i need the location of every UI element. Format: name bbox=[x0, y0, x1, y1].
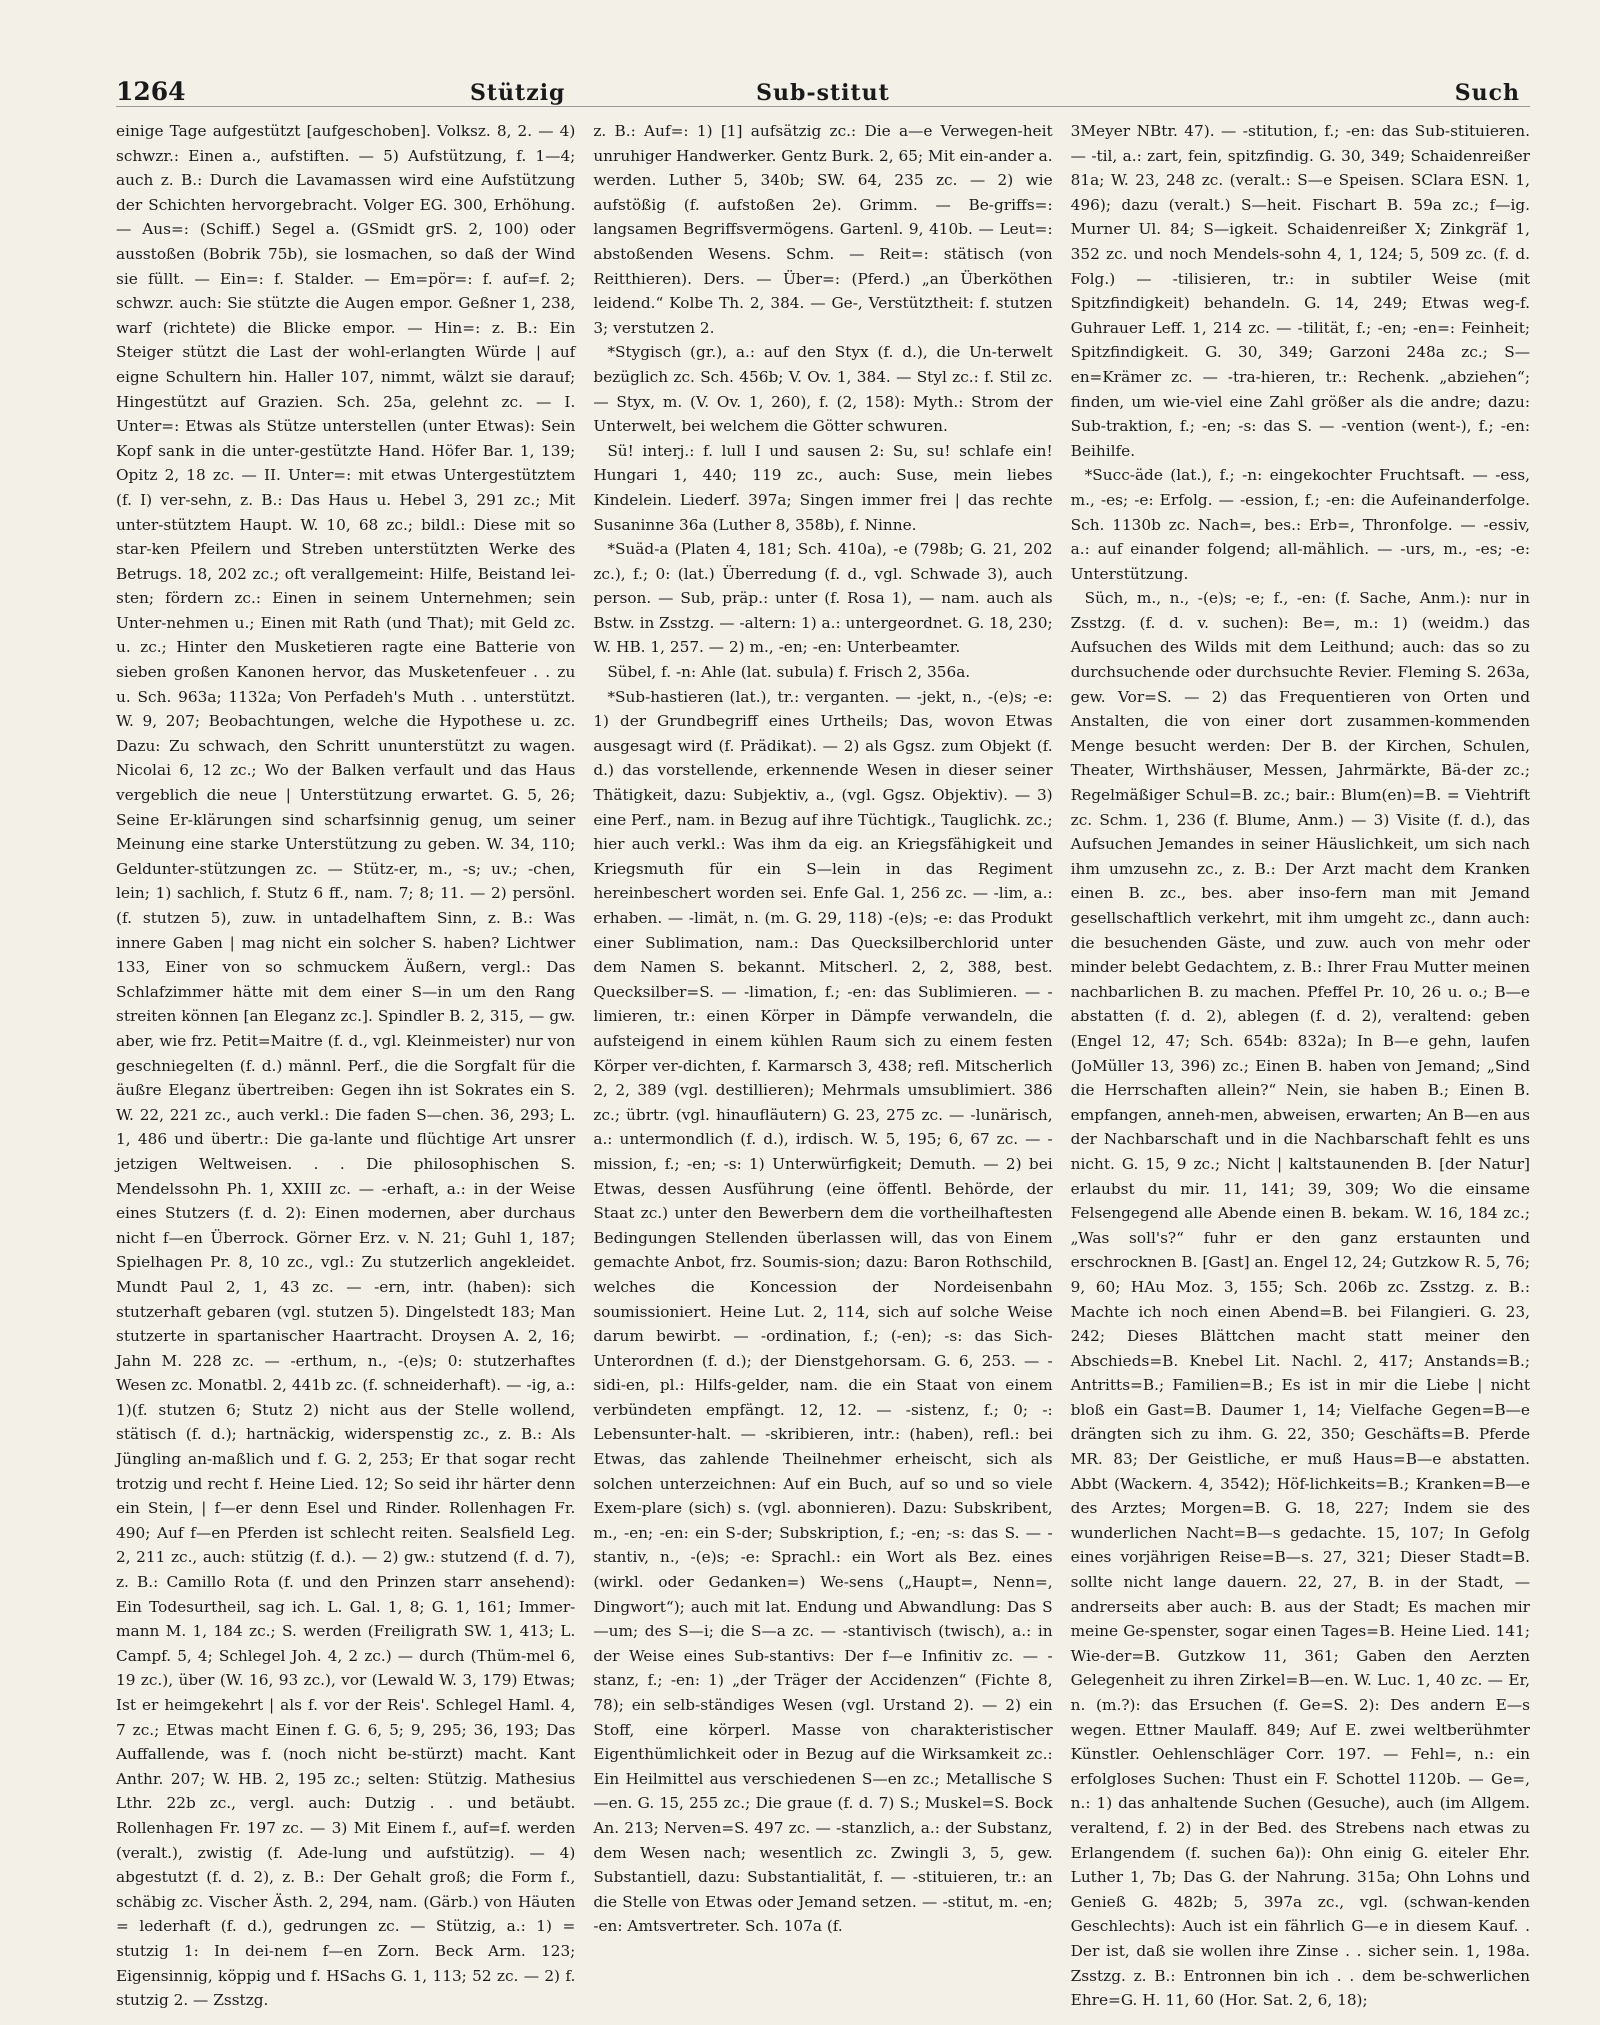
page-number: 1264 bbox=[116, 77, 186, 106]
running-head-center: Sub-stitut bbox=[756, 80, 890, 106]
entry-paragraph: *Sub-hastieren (lat.), tr.: verganten. — -jekt, n., -(e)s; -e: 1) der Grundbegriff eines Urtheils; Das, wovon Etwas ausgesagt wird (f. Prädikat). — 2) als Ggsz. zum Objekt (f. d.) das vorstellende, erkennende Wesen in dieser seiner Thätigkeit, dazu: Subjektiv, a., (vgl. Ggsz. Objektiv). — 3) eine Perf., nam. in Bezug auf ihre Tüchtigk., Tauglichk. zc.; hier auch verkl.: Was ihm da eig. an Kriegsfähigkeit und Kriegsmuth für ein S—lein in das Regiment hereinbeschert worden sei. Enfe Gal. 1, 256 zc. — -lim, a.: erhaben. — -limät, n. (m. G. 29, 118) -(e)s; -e: das Produkt einer Sublimation, nam.: Das Quecksilberchlorid unter dem Namen S. bekannt. Mitscherl. 2, 2, 388, best. Quecksilber=S. — -limation, f.; -en: das Sublimieren. — -limieren, tr.: einen Körper in Dämpfe verwandeln, die aufsteigend in einem kühlen Raum sich zu einem festen Körper ver-dichten, f. Karmarsch 3, 438; refl. Mitscherlich 2, 2, 389 (vgl. destillieren); Mehrmals umsublimiert. 386 zc.; übrtr. (vgl. hinaufläutern) G. 23, 275 zc. — -lunärisch, a.: untermondlich (f. d.), irdisch. W. 5, 195; 6, 67 zc. — -mission, f.; -en; -s: 1) Unterwürfigkeit; Demuth. — 2) bei Etwas, dessen Ausführung (eine öffentl. Behörde, der Staat zc.) unter den Bewerbern dem die vortheilhaftesten Bedingungen Stellenden überlassen will, das von Einem gemachte Anbot, frz. Soumis-sion; dazu: Baron Rothschild, welches die Koncession der Nordeisenbahn soumissioniert. Heine Lut. 2, 114, sich auf solche Weise darum bewirbt. — -ordination, f.; (-en); -s: das Sich-Unterordnen (f. d.); der Dienstgehorsam. G. 6, 253. — -sidi-en, pl.: Hilfs-gelder, nam. die ein Staat von einem verbündeten empfängt. 12, 12. — -sistenz, f.; 0; -: Lebensunter-halt. — -skribieren, intr.: (haben), refl.: bei Etwas, das zahlende Theilnehmer erheischt, sich als solchen unterzeichnen: Auf ein Buch, auf so und so viele Exem-plare (sich) s. (vgl. abonnieren). Dazu: Subskribent, m., -en; -en: ein S-der; Subskription, f.; -en; -s: das S. — -stantiv, n., -(e)s; -e: Sprachl.: ein Wort als Bez. eines (wirkl. oder Gedanken=) We-sens („Haupt=, Nenn=, Dingwort“); auch mit lat. Endung und Abwandlung: Das S—um; des S—i; die S—a zc. — -stantivisch (twisch), a.: in der Weise eines Sub-stantivs: Der f—e Infinitiv zc. — -stanz, f.; -en: 1) „der Träger der Accidenzen“ (Fichte 8, 78); ein selb-ständiges Wesen (vgl. Urstand 2). — 2) ein Stoff, eine körperl. Masse von charakteristischer Eigenthümlichkeit oder in Bezug auf die Wirksamkeit zc.: Ein Heilmittel aus verschiedenen S—en zc.; Metallische S—en. G. 15, 255 zc.; Die graue (f. d. 7) S.; Muskel=S. Bock An. 213; Nerven=S. 497 zc. — -stanzlich, a.: der Substanz, dem Wesen nach; wesentlich zc. Zwingli 3, 5, gew. Substantiell, dazu: Substantialität, f. — -stituieren, tr.: an die Stelle von Etwas oder Jemand setzen. — -stitut, m. -en; -en: Amtsvertreter. Sch. 107a (f. bbox=[593, 687, 1053, 1936]
entry-paragraph: *Stygisch (gr.), a.: auf den Styx (f. d.), die Un-terwelt bezüglich zc. Sch. 456b; V. Ov. 1, 384. — Styl zc.: f. Stil zc. — Styx, m. (V. Ov. 1, 260), f. (2, 158): Myth.: Strom der Unterwelt, bei welchem die Götter schwuren. bbox=[593, 343, 1053, 436]
running-head-right: Such bbox=[1454, 80, 1520, 106]
entry-paragraph: einige Tage aufgestützt [aufgeschoben]. Volksz. 8, 2. — 4) schwzr.: Einen a., aufstiften. — 5) Aufstützung, f. 1—4; auch z. B.: Durch die Lavamassen wird eine Aufstützung der Schichten hervorgebracht. Volger EG. 300, Erhöhung. — Aus=: (Schiff.) Segel a. (GSmidt grS. 2, 100) oder ausstoßen (Bobrik 75b), sie losmachen, so daß der Wind sie füllt. — Ein=: f. Stalder. — Em=pör=: f. auf=f. 2; schwzr. auch: Sie stützte die Augen empor. Geßner 1, 238, warf (richtete) die Blicke empor. — Hin=: z. B.: Ein Steiger stützt die Last der wohl-erlangten Würde | auf eigne Schultern hin. Haller 107, nimmt, wälzt sie darauf; Hingestützt auf Grazien. Sch. 25a, gelehnt zc. — I. Unter=: Etwas als Stütze unterstellen (unter Etwas): Sein Kopf sank in die unter-gestützte Hand. Höfer Bar. 1, 139; Opitz 2, 18 zc. — II. Unter=: mit etwas Untergestütztem (f. I) ver-sehn, z. B.: Das Haus u. Hebel 3, 291 zc.; Mit unter-stütztem Haupt. W. 10, 68 zc.; bildl.: Diese mit so star-ken Pfeilern und Streben unterstützten Werke des Betrugs. 18, 202 zc.; oft verallgemeint: Hilfe, Beistand lei-sten; fördern zc.: Einen in seinem Unternehmen; sein Unter-nehmen u.; Einen mit Rath (und That); mit Geld zc. u. zc.; Hinter den Musketieren ragte eine Batterie von sieben großen Kanonen hervor, das Musketenfeuer . . zu u. Sch. 963a; 1132a; Von Perfadeh's Muth . . unterstützt. W. 9, 207; Beobachtungen, welche die Hypothese u. zc. Dazu: Zu schwach, den Schritt ununterstützt zu wagen. Nicolai 6, 12 zc.; Wo der Balken verfault und das Haus vergeblich die neue | Unterstützung erwartet. G. 5, 26; Seine Er-klärungen sind scharfsinnig genug, um seiner Meinung eine starke Unterstützung zu geben. W. 34, 110; Geldunter-stützungen zc. — Stütz-er, m., -s; uv.; -chen, lein; 1) sachlich, f. Stutz 6 ff., nam. 7; 8; 11. — 2) persönl. (f. stutzen 5), zuw. in untadelhaftem Sinn, z. B.: Was innere Gaben | mag nicht ein solcher S. haben? Lichtwer 133, Einer von so schmuckem Äußern, vergl.: Das Schlafzimmer hätte mit dem einer S—in um den Rang streiten können [an Eleganz zc.]. Spindler B. 2, 315, — gw. aber, wie frz. Petit=Maitre (f. d., vgl. Kleinmeister) nur von geschniegelten (f. d.) männl. Perf., die die Sorgfalt für die äußre Eleganz übertreiben: Gegen ihn ist Sokrates ein S. W. 22, 221 zc., auch verkl.: Die faden S—chen. 36, 293; L. 1, 486 und übertr.: Die ga-lante und flüchtige Art unsrer jetzigen Weltweisen. . . Die philosophischen S. Mendelssohn Ph. 1, XXIII zc. — -erhaft, a.: in der Weise eines Stutzers (f. d. 2): Einen modernen, aber durchaus nicht f—en Überrock. Görner Erz. v. N. 21; Guhl 1, 187; Spielhagen Pr. 8, 10 zc., vgl.: Zu stutzerlich angekleidet. Mundt Paul 2, 1, 43 zc. — -ern, intr. (haben): sich stutzerhaft gebaren (vgl. stutzen 5). Dingelstedt 183; Man stutzerte in spartanischer Haartracht. Droysen A. 2, 16; Jahn M. 228 zc. — -erthum, n., -(e)s; 0: stutzerhaftes Wesen zc. Monatbl. 2, 441b zc. (f. schneiderhaft). — -ig, a.: 1)(f. stutzen 6; Stutz 2) nicht aus der Stelle wollend, stätisch (f. d.); hartnäckig, widerspenstig zc., z. B.: Als Jüngling an-maßlich und f. G. 2, 253; Er that sogar recht trotzig und recht f. Heine Lied. 12; So seid ihr härter denn ein Stein, | f—er denn Esel und Rinder. Rollenhagen Fr. 490; Auf f—en Pferden ist schlecht reiten. Sealsfield Leg. 2, 211 zc., auch: stützig (f. d.). — 2) gw.: stutzend (f. d. 7), z. B.: Camillo Rota (f. und den Prinzen starr ansehend): Ein Todesurtheil, sag ich. L. Gal. 1, 8; G. 1, 161; Immer-mann M. 1, 184 zc.; S. werden (Freiligrath SW. 1, 413; L. Campf. 5, 4; Schlegel Joh. 4, 2 zc.) — durch (Thüm-mel 6, 19 zc.), über (W. 16, 93 zc.), vor (Lewald W. 3, 179) Etwas; Ist er heimgekehrt | als f. vor der Reis'. Schlegel Haml. 4, 7 zc.; Etwas macht Einen f. G. 6, 5; 9, 295; 36, 193; Das Auffallende, was f. (noch nicht be-stürzt) macht. Kant Anthr. 207; W. HB. 2, 195 zc.; selten: Stützig. Mathesius Lthr. 22b zc., vergl. auch: Dutzig . . und betäubt. Rollenhagen Fr. 197 zc. — 3) Mit Einem f., auf=f. werden (veralt.), zwistig (f. Ade-lung und aufstützig). — 4) abgestutzt (f. d. 2), z. B.: Der Gehalt groß; die Form f., schäbig zc. Vischer Ästh. 2, 294, nam. (Gärb.) von Häuten = lederhaft (f. d.), gedrungen zc. — Stützig, a.: 1) = stutzig 1: In dei-nem f—en Zorn. Beck Arm. 123; Eigensinnig, köppig und f. HSachs G. 1, 113; 52 zc. — 2) f. stutzig 2. — Zsstzg. bbox=[116, 122, 576, 2010]
text-columns bbox=[116, 119, 1530, 2010]
running-head-left-wrap bbox=[470, 66, 710, 106]
entry-paragraph: Süch, m., n., -(e)s; -e; f., -en: (f. Sache, Anm.): nur in Zsstzg. (f. d. v. suchen): Be=, m.: 1) (weidm.) das Aufsuchen des Wilds mit dem Leithund; auch: das so zu durchsuchende oder durchsuchte Revier. Fleming S. 263a, gew. Vor=S. — 2) das Frequentieren von Orten und Anstalten, die von einer dort zusammen-kommenden Menge besucht werden: Der B. der Kirchen, Schulen, Theater, Wirthshäuser, Messen, Jahrmärkte, Bä-der zc.; Regelmäßiger Schul=B. zc.; bair.: Blum(en)=B. = Viehtrift zc. Schm. 1, 236 (f. Blume, Anm.) — 3) Visite (f. d.), das Aufsuchen Jemandes in seiner Häuslichkeit, um sich nach ihm umzusehn zc., z. B.: Der Arzt macht dem Kranken einen B. zc., bes. aber inso-fern man mit Jemand gesellschaftlich verkehrt, mit ihm umgeht zc., dann auch: die besuchenden Gäste, und zuw. auch von mehr oder minder belebt Gedachtem, z. B.: Ihrer Frau Mutter meinen nachbarlichen B. zu machen. Pfeffel Pr. 10, 26 u. o.; B—e abstatten (f. d. 2), ablegen (f. d. 2), veraltend: geben (Engel 12, 47; Sch. 654b: 832a); In B—e gehn, laufen (JoMüller 13, 396) zc.; Einen B. haben von Jemand; „Sind die Herrschaften allein?“ Nein, sie haben B.; Einen B. empfangen, anneh-men, abweisen, erwarten; An B—en aus der Nachbarschaft und in die Nachbarschaft fehlt es uns nicht. G. 15, 9 zc.; Nicht | kaltstaunenden B. [der Natur] erlaubst du mir. 11, 141; 39, 309; Wo die einsame Felsengegend alle Abende einen B. bekam. W. 16, 184 zc.; „Was soll's?“ fuhr er den ganz erstaunten und erschrocknen B. [Gast] an. Engel 12, 24; Gutzkow R. 5, 76; 9, 60; HAu Moz. 3, 155; Sch. 206b zc. Zsstzg. z. B.: Machte ich noch einen Abend=B. bei Filangieri. G. 23, 242; Dieses Blättchen macht statt meiner den Abschieds=B. Knebel Lit. Nachl. 2, 417; Anstands=B.; Antritts=B.; Familien=B.; Es ist in mir die Liebe | nicht bloß ein Gast=B. Daumer 1, 14; Vielfache Gegen=B—e drängten sich zu ihm. G. 22, 350; Geschäfts=B. Pferde MR. 83; Der Geistliche, er muß Haus=B—e abstatten. Abbt (Wackern. 4, 3542); Höf-lichkeits=B.; Kranken=B—e des Arztes; Morgen=B. G. 18, 227; Indem sie des wunderlichen Nacht=B—s gedachte. 15, 107; In Gefolg eines vorjährigen Reise=B—s. 27, 321; Dieser Stadt=B. sollte nicht lange dauern. 22, 27, B. in der Stadt, — andrerseits aber auch: B. aus der Stadt; Es machen mir meine Ge-spenster, sogar einen Tages=B. Heine Lied. 141; Wie-der=B. Gutzkow 11, 361; Gaben den Aerzten Gelegenheit zu ihren Zirkel=B—en. W. Luc. 1, 40 zc. — Er, n. (m.?): das Ersuchen (f. Ge=S. 2): Des andern E—s wegen. Ettner Maulaff. 849; Auf E. zwei weltberühmter Künstler. Oehlenschläger Corr. 197. — Fehl=, n.: ein erfolgloses Suchen: Thust ein F. Schottel 1120b. — Ge=, n.: 1) das anhaltende Suchen (Gesuche), auch (im Allgem. veraltend, f. 2) in der Bed. des Strebens nach etwas zu Erlangendem (f. suchen 6a)): Ohn einig G. eiteler Ehr. Luther 1, 7b; Das G. der Nahrung. 315a; Ohn Lohns und Genieß G. 482b; 5, 397a zc., vgl. (schwan-kenden Geschlechts): Auch ist ein fährlich G—e in diesem Kauf. . Der ist, daß sie wollen ihre Zinse . . sicher sein. 1, 198a. Zsstzg. z. B.: Entronnen bin ich . . dem be-schwerlichen Ehre=G. H. 11, 60 (Hor. Sat. 2, 6, 18); bbox=[1070, 589, 1530, 2010]
entry-paragraph: Sübel, f. -n: Ahle (lat. subula) f. Frisch 2, 356a. bbox=[607, 663, 971, 682]
entry-paragraph: *Suäd-a (Platen 4, 181; Sch. 410a), -e (798b; G. 21, 202 zc.), f.; 0: (lat.) Überredung (f. d., vgl. Schwade 3), auch person. — Sub, präp.: unter (f. Rosa 1), — nam. auch als Bstw. in Zsstzg. — -altern: 1) a.: untergeordnet. G. 18, 230; W. HB. 1, 257. — 2) m., -en; -en: Unterbeamter. bbox=[593, 540, 1053, 657]
column-2 bbox=[593, 119, 1052, 2013]
entry-paragraph: Sü! interj.: f. lull I und sausen 2: Su, su! schlafe ein! Hungari 1, 440; 119 zc., auch: Suse, mein liebes Kindelein. Liederf. 397a; Singen immer frei | das rechte Susaninne 36a (Luther 8, 358b), f. Ninne. bbox=[593, 441, 1053, 534]
column-3 bbox=[1071, 119, 1530, 2013]
entry-paragraph: 3Meyer NBtr. 47). — -stitution, f.; -en: das Sub-stituieren. — -til, a.: zart, fein, spitzfindig. G. 30, 349; Schaidenreißer 81a; W. 23, 248 zc. (veralt.: S—e Speisen. SClara ESN. 1, 496); dazu (veralt.) S—heit. Fischart B. 59a zc.; f—ig. Murner Ul. 84; S—igkeit. Schaidenreißer X; Zinkgräf 1, 352 zc. und noch Mendels-sohn 4, 1, 124; 5, 509 zc. (f. d. Folg.) — -tilisieren, tr.: in subtiler Weise (mit Spitzfindigkeit) behandeln. G. 14, 249; Etwas weg-f. Guhrauer Leff. 1, 214 zc. — -tilität, f.; -en; -en=: Feinheit; Spitzfindigkeit. G. 30, 349; Garzoni 248a zc.; S—en=Krämer zc. — -tra-hieren, tr.: Rechenk. „abziehen“; finden, um wie-viel eine Zahl größer als die andre; dazu: Sub-traktion, f.; -en; -s: das S. — -vention (went-), f.; -en: Beihilfe. bbox=[1070, 122, 1530, 460]
column-1 bbox=[116, 119, 575, 2013]
entry-paragraph: z. B.: Auf=: 1) [1] aufsätzig zc.: Die a—e Verwegen-heit unruhiger Handwerker. Gentz Burk. 2, 65; Mit ein-ander a. werden. Luther 5, 340b; SW. 64, 235 zc. — 2) wie aufstößig (f. aufstoßen 2e). Grimm. — Be-griffs=: langsamen Begriffsvermögens. Gartenl. 9, 410b. — Leut=: abstoßenden Wesens. Schm. — Reit=: stätisch (von Reitthieren). Ders. — Über=: (Pferd.) „an Überköthen leidend.“ Kolbe Th. 2, 384. — Ge-, Verstütztheit: f. stutzen 3; verstutzen 2. bbox=[593, 122, 1053, 337]
running-head-left: Stützig bbox=[470, 80, 566, 106]
entry-paragraph: *Succ-äde (lat.), f.; -n: eingekochter Fruchtsaft. — -ess, m., -es; -e: Erfolg. — -ession, f.; -en: die Aufeinanderfolge. Sch. 1130b zc. Nach=, bes.: Erb=, Thronfolge. — -essiv, a.: auf einander folgend; all-mählich. — -urs, m., -es; -e: Unterstützung. bbox=[1070, 466, 1530, 583]
running-head bbox=[116, 66, 1530, 107]
